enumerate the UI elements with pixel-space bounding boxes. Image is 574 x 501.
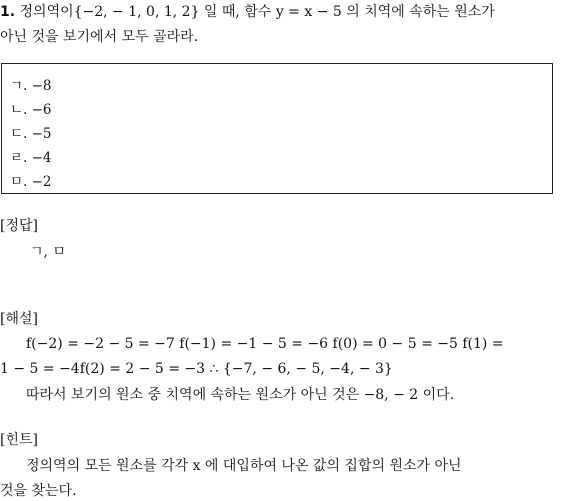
choice-2: ㄴ. −6	[10, 102, 52, 118]
choices-box	[1, 63, 553, 194]
choice-5: ㅁ. −2	[10, 174, 52, 190]
explanation-line-3: 따라서 보기의 원소 중 치역에 속하는 원소가 아닌 것은 −8, − 2 이다.	[26, 387, 455, 403]
question-text-line-2: 아닌 것을 보기에서 모두 골라라.	[0, 29, 199, 45]
question-line-1	[0, 2, 495, 22]
choice-1: ㄱ. −8	[10, 78, 52, 94]
answer-value: ㄱ, ㅁ	[30, 244, 66, 260]
question-number: 1.	[0, 4, 16, 20]
hint-line-2: 것을 찾는다.	[0, 483, 77, 499]
explanation-label: [해설]	[0, 311, 38, 327]
answer-label: [정답]	[0, 218, 38, 234]
hint-line-1: 정의역의 모든 원소를 각각 x 에 대입하여 나온 값의 집합의 원소가 아닌	[26, 458, 462, 474]
choice-3: ㄷ. −5	[10, 126, 52, 142]
question-text-line-1: 정의역이{−2, − 1, 0, 1, 2} 일 때, 함수 y = x − 5 의 치역에 속하는 원소가	[19, 4, 495, 20]
explanation-line-1: f(−2) = −2 − 5 = −7 f(−1) = −1 − 5 = −6 f(0) = 0 − 5 = −5 f(1) =	[26, 336, 504, 352]
hint-label: [힌트]	[0, 432, 38, 448]
choice-4: ㄹ. −4	[10, 150, 52, 166]
explanation-line-2: 1 − 5 = −4f(2) = 2 − 5 = −3 ∴ {−7, − 6, − 5, −4, − 3}	[0, 361, 393, 377]
